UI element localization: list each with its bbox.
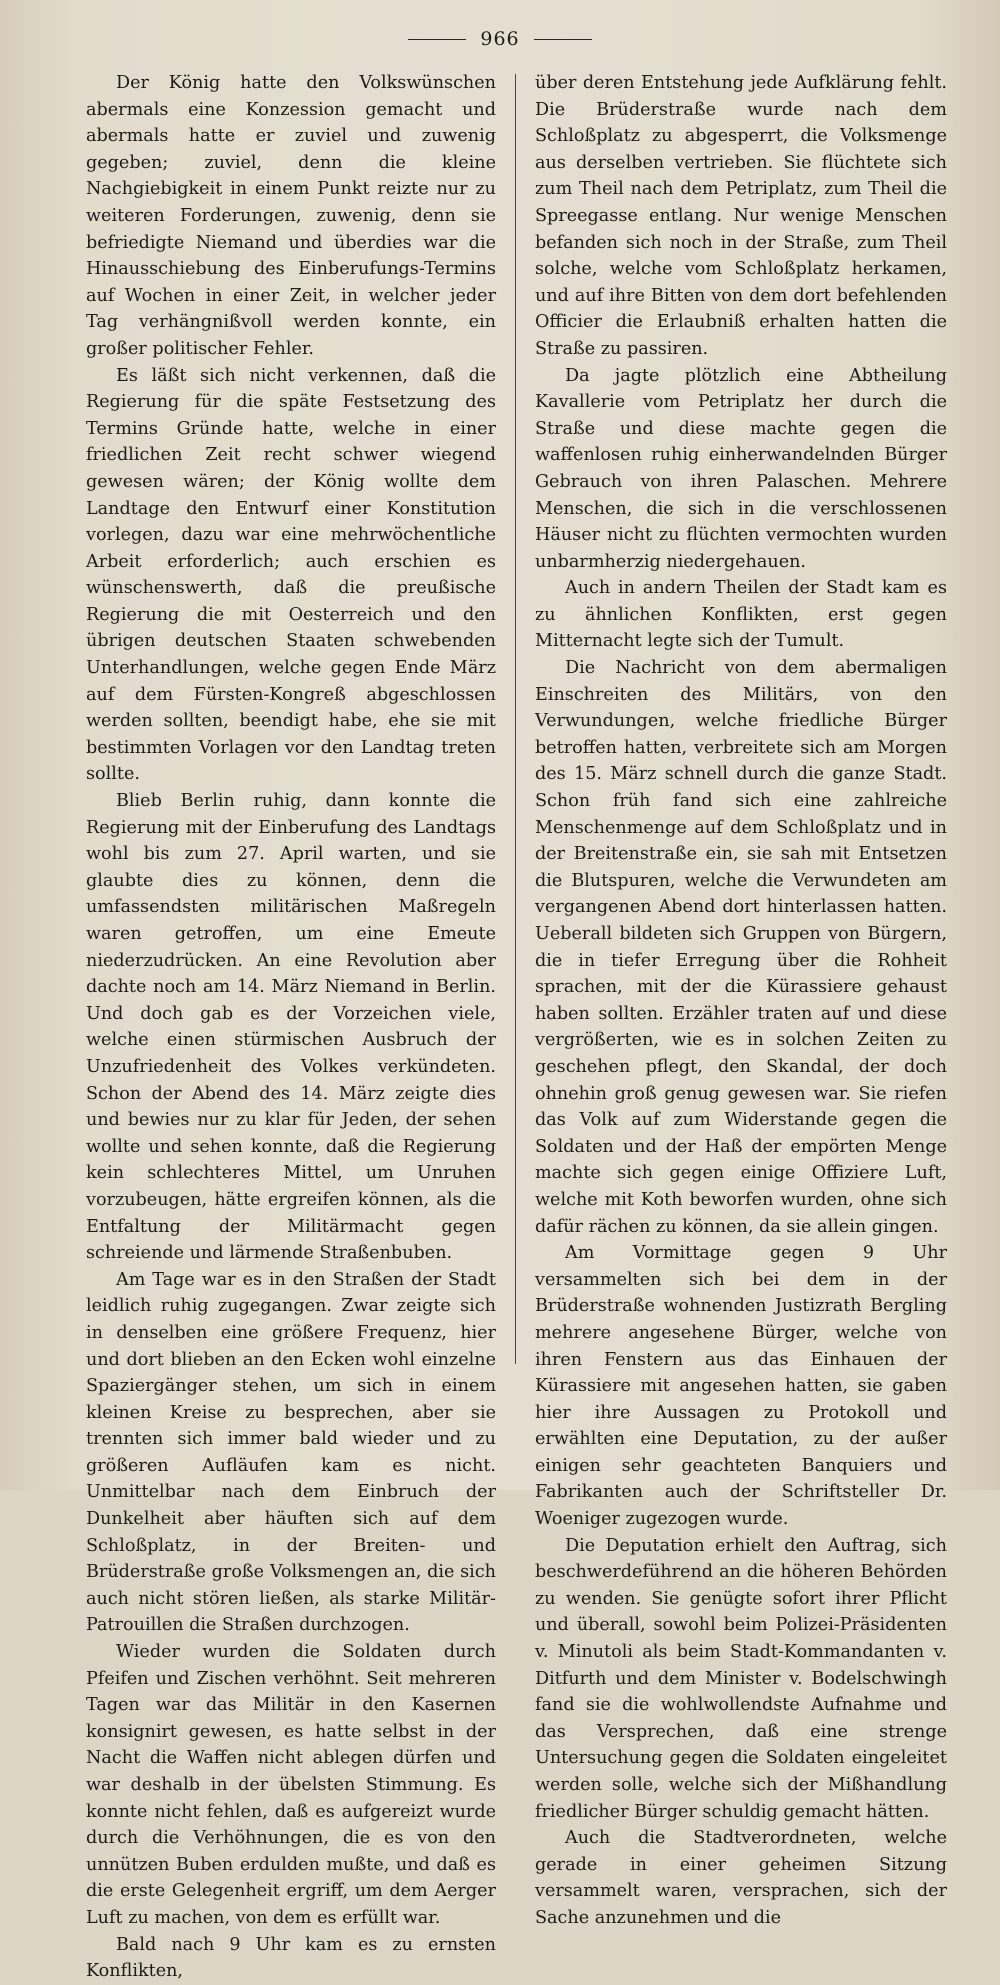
paragraph: Wieder wurden die Soldaten durch Pfeifen und Zischen verhöhnt. Seit mehreren Tagen war das Militär in den Kasernen konsignirt gewesen, es hatte selbst in der Nacht die Waffen nicht ablegen dürfen und war deshalb in der übelsten Stimmung. Es konnte nicht fehlen, daß es aufgereizt wurde durch die Verhöhnungen, die es von den unnützen Buben erdulden mußte, und daß es die erste Gelegenheit ergriff, um dem Aerger Luft zu machen, von dem es erfüllt war. bbox=[86, 1642, 496, 1928]
column-divider bbox=[515, 74, 516, 1364]
paragraph: Der König hatte den Volkswünschen abermals eine Konzession gemacht und abermals hatte er zuviel und zuwenig gegeben; zuviel, denn die kleine Nachgiebigkeit in einem Punkt reizte nur zu weiteren Forderungen, zuwenig, denn sie befriedigte Niemand und überdies war die Hinausschiebung des Einberufungs-Termins auf Wochen in einer Zeit, in welcher jeder Tag verhängnißvoll werden konnte, ein großer politischer Fehler. bbox=[86, 73, 496, 359]
paragraph: Bald nach 9 Uhr kam es zu ernsten Konflikten, bbox=[86, 1934, 496, 1982]
paragraph: Auch die Stadtverordneten, welche gerade in einer geheimen Sitzung versammelt waren, versprachen, sich der Sache anzunehmen und die bbox=[535, 1828, 947, 1928]
page-number: 966 bbox=[480, 28, 520, 50]
paragraph: Die Nachricht von dem abermaligen Einschreiten des Militärs, von den Verwundungen, welche friedliche Bürger betroffen hatten, verbreitete sich am Morgen des 15. März schnell durch die ganze Stadt. Schon früh fand sich eine zahlreiche Menschenmenge auf dem Schloßplatz und in der Breitenstraße ein, sie sah mit Entsetzen die Blutspuren, welche die Verwundeten am vergangenen Abend dort hinterlassen hatten. Ueberall bildeten sich Gruppen von Bürgern, die in tiefer Erregung über die Rohheit sprachen, mit der die Kürassiere gehaust haben sollten. Erzähler traten auf und diese vergrößerten, wie es in solchen Zeiten zu geschehen pflegt, den Skandal, der doch ohnehin groß genug gewesen war. Sie riefen das Volk auf zum Widerstande gegen die Soldaten und der Haß der empörten Menge machte sich gegen einige Offiziere Luft, welche mit Koth beworfen wurden, ohne sich dafür rächen zu können, da sie allein gingen. bbox=[535, 658, 947, 1237]
paragraph: Am Tage war es in den Straßen der Stadt leidlich ruhig zugegangen. Zwar zeigte sich in denselben eine größere Frequenz, hier und dort blieben an den Ecken wohl einzelne Spaziergänger stehen, um sich in einem kleinen Kreise zu besprechen, aber sie trennten sich immer bald wieder und zu größeren Aufläufen kam es nicht. Unmittelbar nach dem Einbruch der Dunkelheit aber häuften sich auf dem Schloßplatz, in der Breiten- und Brüderstraße große Volksmengen an, die sich auch nicht stören ließen, als starke Militär-Patrouillen die Straßen durchzogen. bbox=[86, 1269, 496, 1636]
paragraph: Auch in andern Theilen der Stadt kam es zu ähnlichen Konflikten, erst gegen Mitternacht legte sich der Tumult. bbox=[535, 578, 947, 652]
page-header bbox=[0, 28, 1000, 50]
right-column bbox=[535, 70, 947, 1932]
header-rule-right bbox=[534, 39, 592, 40]
header-rule-left bbox=[408, 39, 466, 40]
left-column bbox=[86, 70, 496, 1985]
paragraph: über deren Entstehung jede Aufklärung fehlt. Die Brüderstraße wurde nach dem Schloßplatz zu abgesperrt, die Volksmenge aus derselben vertrieben. Sie flüchtete sich zum Theil nach dem Petriplatz, zum Theil die Spreegasse entlang. Nur wenige Menschen befanden sich noch in der Straße, zum Theil solche, welche vom Schloßplatz herkamen, und auf ihre Bitten von dem dort befehlenden Officier die Erlaubniß erhalten hatten die Straße zu passiren. bbox=[535, 73, 947, 359]
paragraph: Die Deputation erhielt den Auftrag, sich beschwerdeführend an die höheren Behörden zu wenden. Sie genügte sofort ihrer Pflicht und überall, sowohl beim Polizei-Präsidenten v. Minutoli als beim Stadt-Kommandanten v. Ditfurth und dem Minister v. Bodelschwingh fand sie die wohlwollendste Aufnahme und das Versprechen, daß eine strenge Untersuchung gegen die Soldaten eingeleitet werden solle, welche sich der Mißhandlung friedlicher Bürger schuldig gemacht hätten. bbox=[535, 1535, 947, 1822]
paragraph: Blieb Berlin ruhig, dann konnte die Regierung mit der Einberufung des Landtags wohl bis zum 27. April warten, und sie glaubte dies zu können, denn die umfassendsten militärischen Maßregeln waren getroffen, um eine Emeute niederzudrücken. An eine Revolution aber dachte noch am 14. März Niemand in Berlin. Und doch gab es der Vorzeichen viele, welche einen stürmischen Ausbruch der Unzufriedenheit des Volkes verkündeten. Schon der Abend des 14. März zeigte dies und bewies nur zu klar für Jeden, der sehen wollte und sehen konnte, daß die Regierung kein schlechteres Mittel, um Unruhen vorzubeugen, hätte ergreifen können, als die Entfaltung der Militärmacht gegen schreiende und lärmende Straßenbuben. bbox=[86, 791, 496, 1264]
paragraph: Am Vormittage gegen 9 Uhr versammelten sich bei dem in der Brüderstraße wohnenden Justizrath Bergling mehrere angesehene Bürger, welche von ihren Fenstern aus das Einhauen der Kürassiere mit angesehen hatten, sie gaben hier ihre Aussagen zu Protokoll und erwählten eine Deputation, zu der außer einigen sehr geachteten Banquiers und Fabrikanten auch der Schriftsteller Dr. Woeniger zugezogen wurde. bbox=[535, 1243, 947, 1530]
paragraph: Es läßt sich nicht verkennen, daß die Regierung für die späte Festsetzung des Termins Gründe hatte, welche in einer friedlichen Zeit recht schwer wiegend gewesen wären; der König wollte dem Landtage den Entwurf einer Konstitution vorlegen, dazu war eine mehrwöchentliche Arbeit erforderlich; auch erschien es wünschenswerth, daß die preußische Regierung die mit Oesterreich und den übrigen deutschen Staaten schwebenden Unterhandlungen, welche gegen Ende März auf dem Fürsten-Kongreß abgeschlossen werden sollten, beendigt habe, ehe sie mit bestimmten Vorlagen vor den Landtag treten sollte. bbox=[86, 365, 496, 785]
paragraph: Da jagte plötzlich eine Abtheilung Kavallerie vom Petriplatz her durch die Straße und diese machte gegen die waffenlosen ruhig einherwandelnden Bürger Gebrauch von ihren Palaschen. Mehrere Menschen, die sich in die verschlossenen Häuser nicht zu flüchten vermochten wurden unbarmherzig niedergehauen. bbox=[535, 365, 947, 572]
